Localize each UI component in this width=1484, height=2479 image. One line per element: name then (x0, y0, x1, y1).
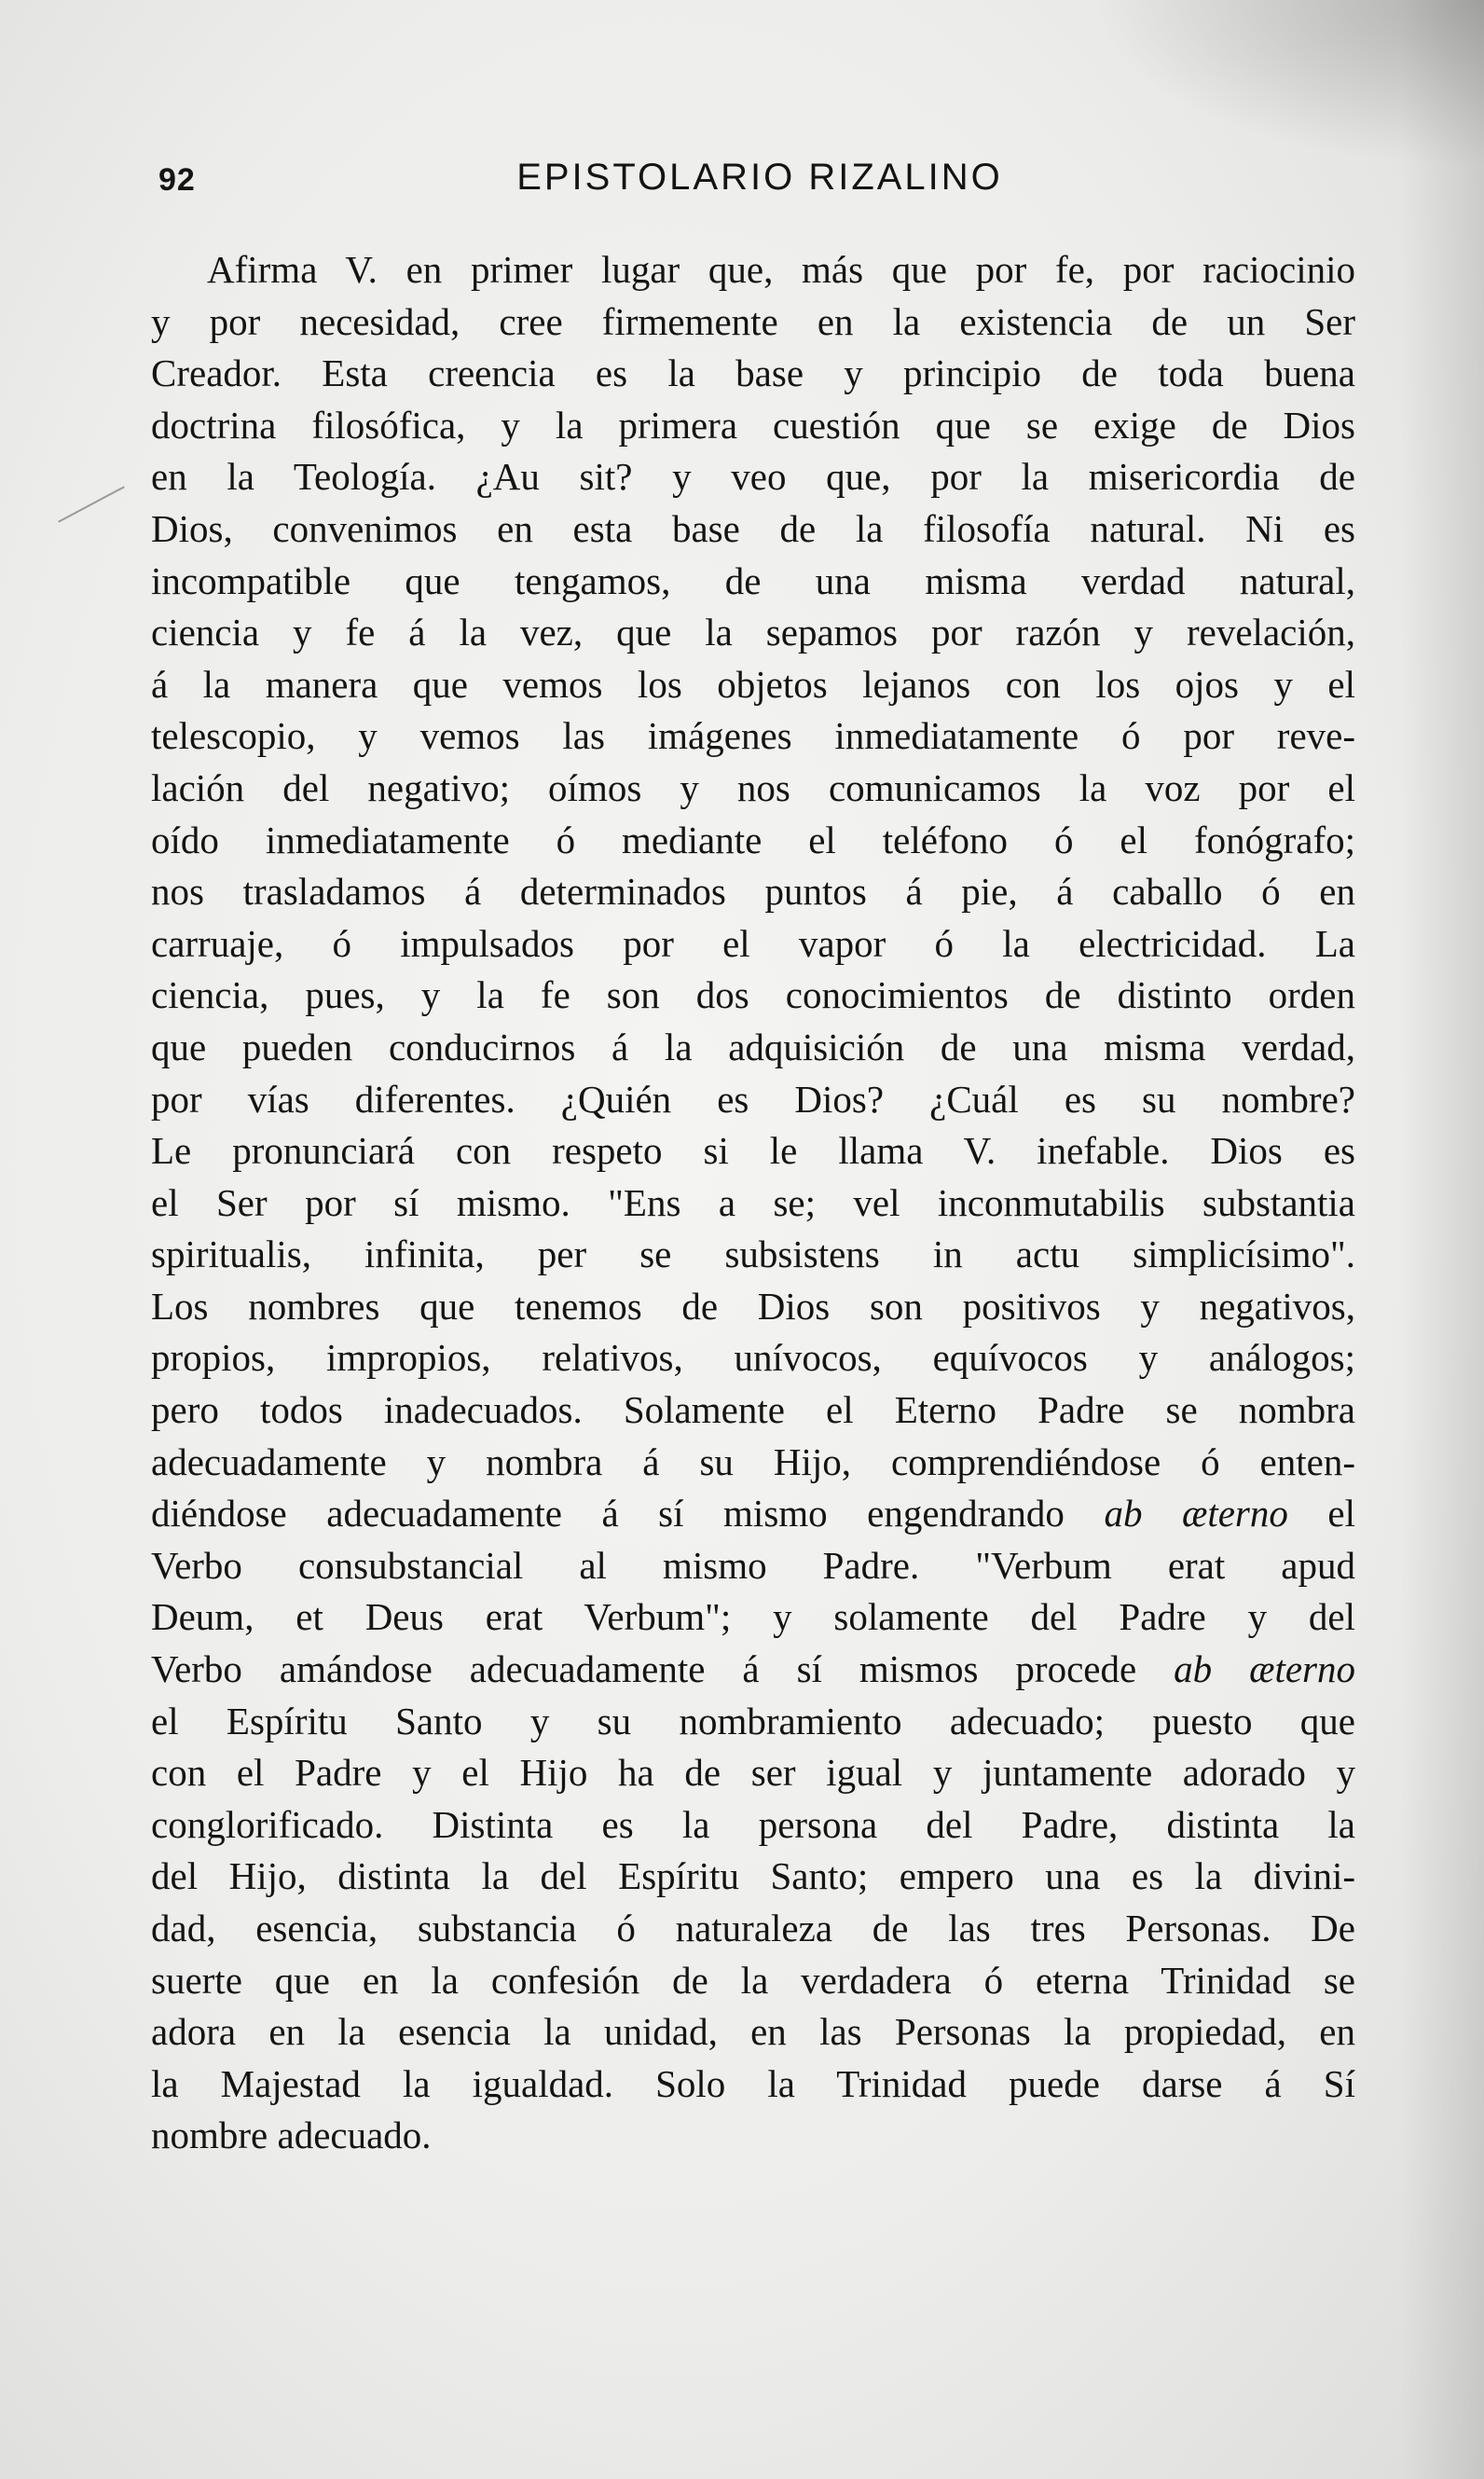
text-line: Creador. Esta creencia es la base y principio de toda buena (151, 351, 1355, 395)
text-line: Los nombres que tenemos de Dios son positivos y negativos, (151, 1284, 1355, 1328)
text-line: Afirma V. en primer lugar que, más que por fe, por raciocinio (207, 248, 1355, 291)
text-line: oído inmediatamente ó mediante el teléfono ó el fonógrafo; (151, 818, 1355, 861)
text-line: por vías diferentes. ¿Quién es Dios? ¿Cuál es su nombre? (151, 1077, 1355, 1121)
page-header (158, 157, 1361, 213)
latin-phrase: ab æterno (1104, 1492, 1288, 1536)
text-line: doctrina filosófica, y la primera cuestión que se exige de Dios (151, 403, 1355, 447)
text-line: propios, impropios, relativos, unívocos, equívocos y análogos; (151, 1336, 1355, 1380)
text-line: el Espíritu Santo y su nombramiento adecuado; puesto que (151, 1699, 1355, 1742)
margin-pencil-mark (58, 486, 125, 522)
text-line: adecuadamente y nombra á su Hijo, comprendiéndose ó enten- (151, 1439, 1355, 1483)
text-line: nos trasladamos á determinados puntos á pie, á caballo ó en (151, 870, 1355, 914)
latin-phrase: ab æterno (1174, 1647, 1355, 1691)
text-line: con el Padre y el Hijo ha de ser igual y juntamente adorado y (151, 1751, 1355, 1795)
page-number: 92 (158, 162, 196, 198)
text-line: en la Teología. ¿Au sit? y veo que, por la misericordia de (151, 455, 1355, 499)
text-segment: Verbo amándose adecuadamente á sí mismos procede (151, 1647, 1137, 1691)
text-line: que pueden conducirnos á la adquisición de una misma verdad, (151, 1025, 1355, 1068)
text-line: incompatible que tengamos, de una misma verdad natural, (151, 558, 1355, 602)
text-segment: el (1327, 1492, 1356, 1536)
text-line: carruaje, ó impulsados por el vapor ó la electricidad. La (151, 921, 1355, 965)
text-line: spiritualis, infinita, per se subsistens in actu simplicísimo". (151, 1233, 1355, 1276)
text-line: telescopio, y vemos las imágenes inmediatamente ó por reve- (151, 714, 1355, 758)
text-line: lación del negativo; oímos y nos comunicamos la voz por el (151, 765, 1355, 809)
text-line: la Majestad la igualdad. Solo la Trinidad puede darse á Sí (151, 2061, 1355, 2105)
text-line: pero todos inadecuados. Solamente el Eterno Padre se nombra (151, 1388, 1355, 1432)
text-line: Verbo consubstancial al mismo Padre. "Verbum erat apud (151, 1543, 1355, 1587)
text-line: el Ser por sí mismo. "Ens a se; vel inconmutabilis substantia (151, 1180, 1355, 1224)
text-line: Deum, et Deus erat Verbum"; y solamente del Padre y del (151, 1595, 1355, 1639)
text-line: adora en la esencia la unidad, en las Personas la propiedad, en (151, 2010, 1355, 2054)
text-line: nombre adecuado. (151, 2114, 432, 2157)
text-line: conglorificado. Distinta es la persona del Padre, distinta la (151, 1802, 1355, 1846)
text-line (151, 1488, 1355, 1540)
text-line: ciencia y fe á la vez, que la sepamos por razón y revelación, (151, 611, 1355, 654)
text-line: suerte que en la confesión de la verdadera ó eterna Trinidad se (151, 1958, 1355, 2002)
text-line: ciencia, pues, y la fe son dos conocimientos de distinto orden (151, 973, 1355, 1017)
page-corner-shadow (1092, 0, 1484, 168)
text-line: del Hijo, distinta la del Espíritu Santo; empero una es la divini- (151, 1854, 1355, 1898)
text-line (151, 1644, 1355, 1696)
text-line: Le pronunciará con respeto si le llama V. inefable. Dios es (151, 1129, 1355, 1173)
text-line: á la manera que vemos los objetos lejanos con los ojos y el (151, 662, 1355, 706)
text-line: dad, esencia, substancia ó naturaleza de las tres Personas. De (151, 1907, 1355, 1949)
text-segment: diéndose adecuadamente á sí mismo engendrando (151, 1492, 1065, 1536)
text-line: Dios, convenimos en esta base de la filosofía natural. Ni es (151, 506, 1355, 550)
running-title: EPISTOLARIO RIZALINO (516, 157, 1003, 198)
page-edge-shadow (1400, 0, 1484, 2479)
text-line: y por necesidad, cree firmemente en la existencia de un Ser (151, 299, 1355, 343)
body-paragraph (151, 244, 1355, 2162)
